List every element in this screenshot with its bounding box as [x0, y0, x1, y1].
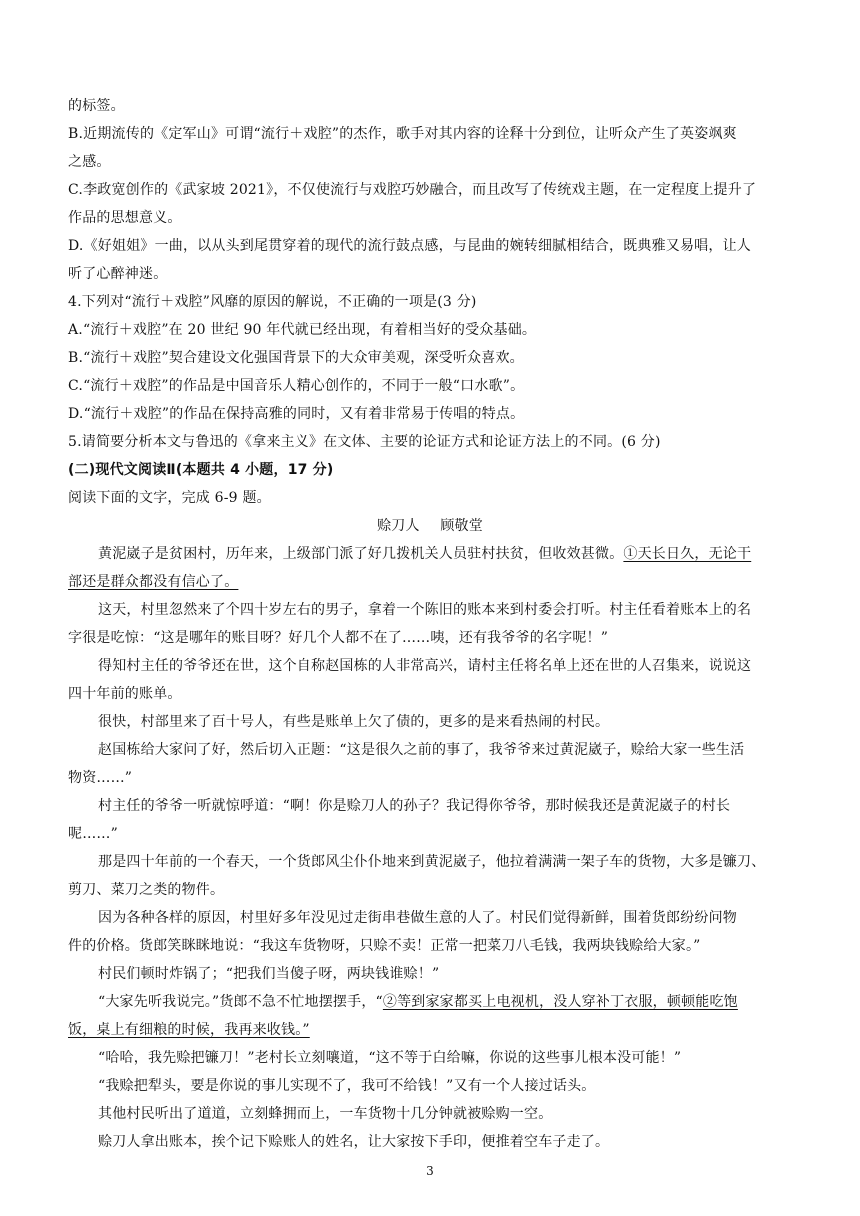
paragraph-line: 村民们顿时炸锅了；“把我们当傻子呀，两块钱谁赊！” [98, 966, 440, 982]
option-c-line: C.李政宽创作的《武家坡 2021》，不仅使流行与戏腔巧妙融合，而且改写了传统戏主题，在一定程度上提升了 [68, 182, 757, 198]
underlined-sentence-1-cont: 部还是群众都没有信心了。 [68, 574, 239, 590]
q4-option-a: A.“流行＋戏腔”在 20 世纪 90 年代就已经出现，有着相当好的受众基础。 [68, 322, 537, 338]
story-title [0, 516, 860, 536]
paragraph-line: 那是四十年前的一个春天，一个货郎风尘仆仆地来到黄泥崴子，他拉着满满一架子车的货物，大多是镰刀、 [98, 854, 766, 870]
text-line: 之感。 [68, 154, 111, 170]
reading-instruction: 阅读下面的文字，完成 6-9 题。 [68, 490, 271, 506]
q4-option-b: B.“流行＋戏腔”契合建设文化强国背景下的大众审美观，深受听众喜欢。 [68, 350, 524, 366]
option-d-line: D.《好姐姐》一曲，以从头到尾贯穿着的现代的流行鼓点感，与昆曲的婉转细腻相结合，既典雅又易唱，让人 [68, 238, 751, 254]
paragraph-line: 赊刀人拿出账本，挨个记下赊账人的姓名，让大家按下手印，便推着空车子走了。 [98, 1134, 610, 1150]
plain-text: “大家先听我说完。”货郎不急不忙地摆摆手，“ [98, 994, 383, 1010]
text-line: 听了心醉神迷。 [68, 266, 168, 282]
paragraph-line: 其他村民听出了道道，立刻蜂拥而上，一车货物十几分钟就被赊购一空。 [98, 1106, 553, 1122]
text-line: 的标签。 [68, 98, 125, 114]
paragraph-line [98, 992, 792, 1012]
option-b-line: B.近期流传的《定军山》可谓“流行＋戏腔”的杰作，歌手对其内容的诠释十分到位，让听众产生了英姿飒爽 [68, 126, 737, 142]
q4-option-c: C.“流行＋戏腔”的作品是中国音乐人精心创作的，不同于一般“口水歌”。 [68, 378, 525, 394]
paragraph-line: 字很是吃惊：“这是哪年的账目呀？好几个人都不在了……咦，还有我爷爷的名字呢！” [68, 630, 609, 646]
paragraph-line: 因为各种各样的原因，村里好多年没见过走街串巷做生意的人了。村民们觉得新鲜，围着货郎纷纷问物 [98, 910, 737, 926]
paragraph-line: 赵国栋给大家问了好，然后切入正题：“这是很久之前的事了，我爷爷来过黄泥崴子，赊给大家一些生活 [98, 742, 745, 758]
paragraph-line: 很快，村部里来了百十号人，有些是账单上欠了债的，更多的是来看热闹的村民。 [98, 714, 610, 730]
paragraph-line: 这天，村里忽然来了个四十岁左右的男子，拿着一个陈旧的账本来到村委会打听。村主任看着账本上的名 [98, 602, 752, 618]
story-author: 顾敬堂 [440, 518, 483, 534]
paragraph-line: 件的价格。货郎笑眯眯地说：“我这车货物呀，只赊不卖！正常一把菜刀八毛钱，我两块钱赊给大家。” [68, 938, 701, 954]
paragraph-line [68, 572, 792, 592]
question-4: 4.下列对“流行＋戏腔”风靡的原因的解说，不正确的一项是(3 分) [68, 294, 477, 310]
paragraph-line: “我赊把犁头，要是你说的事儿实现不了，我可不给钱！”又有一个人接过话头。 [98, 1078, 596, 1094]
underlined-sentence-2: ②等到家家都买上电视机，没人穿补丁衣服，顿顿能吃饱 [382, 994, 738, 1010]
plain-text: 黄泥崴子是贫困村，历年来，上级部门派了好几拨机关人员驻村扶贫，但收效甚微。 [98, 546, 624, 562]
q4-option-d: D.“流行＋戏腔”的作品在保持高雅的同时，又有着非常易于传唱的特点。 [68, 406, 525, 422]
paragraph-line: 物资……” [68, 770, 133, 786]
paragraph-line [98, 544, 792, 564]
page-number: 3 [426, 1164, 434, 1178]
paragraph-line [68, 1020, 792, 1040]
section-heading: (二)现代文阅读Ⅱ(本题共 4 小题，17 分) [68, 462, 334, 478]
underlined-sentence-1: ①天长日久，无论干 [623, 546, 752, 562]
text-line: 作品的思想意义。 [68, 210, 182, 226]
paragraph-line: 村主任的爷爷一听就惊呼道：“啊！你是赊刀人的孙子？我记得你爷爷，那时候我还是黄泥崴子的村长 [98, 798, 731, 814]
paragraph-line: 剪刀、菜刀之类的物件。 [68, 882, 225, 898]
paragraph-line: 得知村主任的爷爷还在世，这个自称赵国栋的人非常高兴，请村主任将名单上还在世的人召集来，说说这 [98, 658, 752, 674]
underlined-sentence-2-cont: 饭，桌上有细粮的时候，我再来收钱。” [68, 1022, 310, 1038]
paragraph-line: 呢……” [68, 826, 118, 842]
story-title-main: 赊刀人 [377, 518, 420, 534]
paragraph-line: “哈哈，我先赊把镰刀！”老村长立刻嚷道，“这不等于白给嘛，你说的这些事儿根本没可能！” [98, 1050, 682, 1066]
paragraph-line: 四十年前的账单。 [68, 686, 182, 702]
question-5: 5.请简要分析本文与鲁迅的《拿来主义》在文体、主要的论证方式和论证方法上的不同。(6 分) [68, 434, 661, 450]
